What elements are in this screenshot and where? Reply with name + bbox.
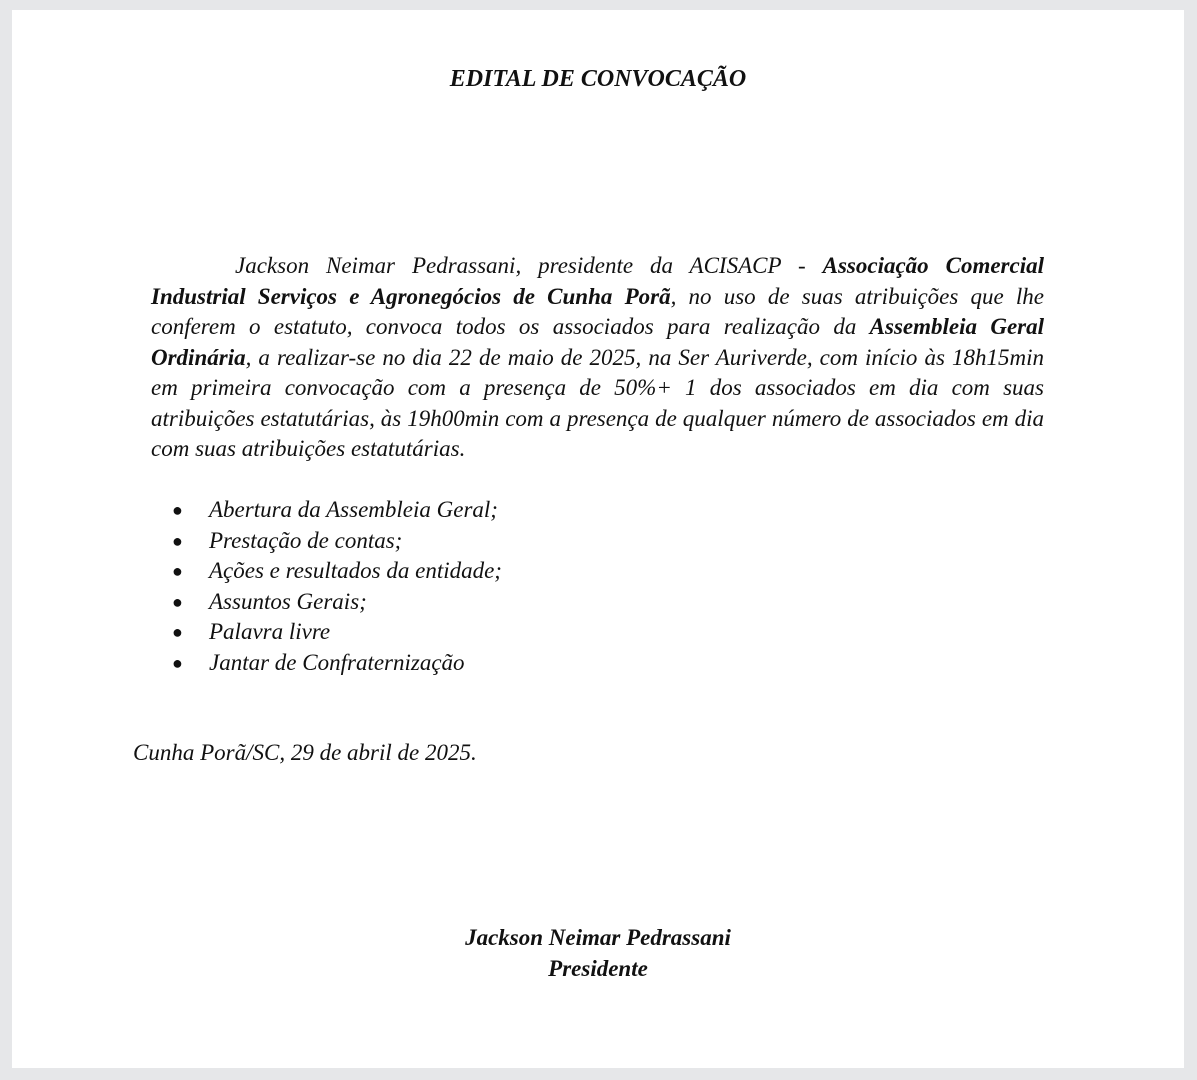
paragraph-intro: Jackson Neimar Pedrassani, presidente da ACISACP - — [235, 253, 823, 278]
bullet-icon: ● — [172, 652, 183, 673]
agenda-item-label: Ações e resultados da entidade; — [209, 558, 502, 583]
agenda-item — [172, 648, 502, 679]
bullet-icon: ● — [172, 500, 183, 520]
signatory-name: Jackson Neimar Pedrassani — [465, 925, 731, 950]
agenda-item-label: Assuntos Gerais; — [209, 588, 367, 614]
agenda-item-label: Palavra livre — [209, 619, 331, 644]
place-date: Cunha Porã/SC, 29 de abril de 2025. — [133, 740, 477, 765]
agenda-item — [172, 556, 502, 587]
bullet-icon: ● — [172, 561, 183, 581]
agenda-item-label: Abertura da Assembleia Geral; — [209, 497, 498, 522]
bullet-icon: ● — [172, 622, 183, 642]
agenda-item — [172, 495, 502, 526]
agenda-item-label: Prestação de contas; — [209, 527, 403, 553]
bullet-icon: ● — [172, 530, 183, 551]
document-page — [12, 10, 1184, 1068]
signatory-role: Presidente — [548, 955, 648, 981]
agenda-item — [172, 587, 502, 618]
convocation-paragraph — [151, 251, 1044, 465]
agenda-item-label: Jantar de Confraternização — [209, 649, 465, 675]
organization-name: Associação Comercial Industrial Serviços e Agronegócios de Cunha Porã — [151, 253, 1044, 309]
agenda-item — [172, 526, 502, 557]
assembly-name: Assembleia Geral Ordinária — [151, 314, 1044, 370]
bullet-icon: ● — [172, 591, 183, 612]
paragraph-details: , a realizar-se no dia 22 de maio de 2025, na Ser Auriverde, com início às 18h15min em primeira convocação com a presença de 50%+ 1 dos associados em dia com suas atribuições estatutárias, às 19h00min com a presença de qualquer número de associados em dia com suas atribuições estatutárias. — [151, 344, 1044, 461]
agenda-list — [172, 495, 502, 678]
document-title: EDITAL DE CONVOCAÇÃO — [449, 66, 747, 92]
agenda-item — [172, 617, 502, 648]
paragraph-middle: , no uso de suas atribuições que lhe conferem o estatuto, convoca todos os associados para realização da — [151, 283, 1045, 339]
signature-block — [12, 923, 1184, 984]
